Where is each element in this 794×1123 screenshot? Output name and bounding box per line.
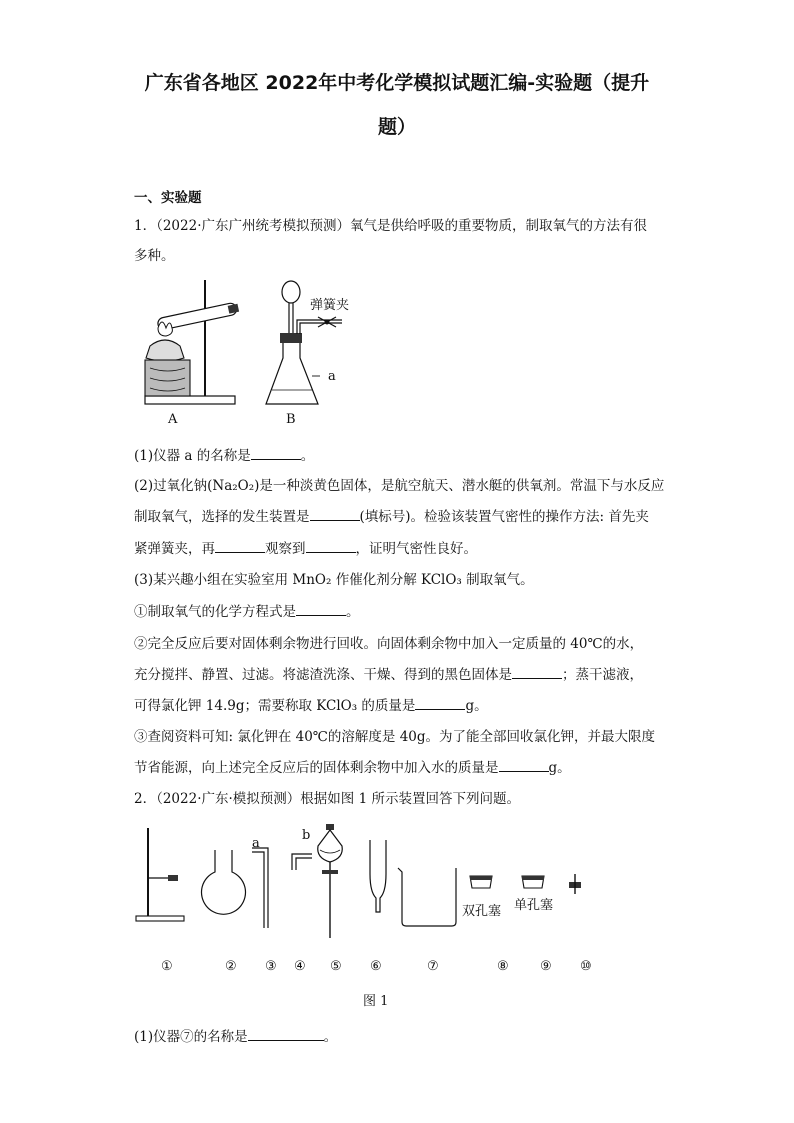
q2-number: ② — [225, 959, 237, 974]
q1-mark-a: a — [328, 369, 336, 384]
clamp-icon — [316, 313, 338, 331]
q2-double-stopper-label: 双孔塞 — [462, 904, 502, 919]
q2-single-stopper-label: 单孔塞 — [514, 898, 554, 913]
q1-spring-clip-label: 弹簧夹 — [310, 298, 350, 313]
q1-sub3-line1: ③查阅资料可知: 氯化钾在 40℃的溶解度是 40g。为了能全部回收氯化钾，并最大限度 — [134, 729, 656, 745]
q2-number: ⑦ — [427, 959, 439, 974]
q2-part1: (1)仪器⑦的名称是 。 — [134, 1029, 338, 1045]
q2-number: ⑨ — [540, 959, 552, 974]
q1-part2-line2: 制取氧气，选择的发生装置是 (填标号)。检验该装置气密性的操作方法: 首先夹 — [134, 509, 649, 525]
q2-stem: 2．（2022·广东·模拟预测）根据如图 1 所示装置回答下列问题。 — [134, 791, 520, 807]
q1-sub2-line3: 可得氯化钾 14.9g；需要称取 KClO₃ 的质量是 g。 — [134, 698, 488, 714]
q1-label-a: A — [168, 412, 178, 427]
q1-stem-line2: 多种。 — [134, 248, 175, 264]
q2-mark-a: a — [252, 836, 260, 851]
q1-part1: (1)仪器 a 的名称是 。 — [134, 448, 315, 464]
q1-sub3-line2: 节省能源，向上述完全反应后的固体剩余物中加入水的质量是 g。 — [134, 760, 571, 776]
doc-title-line2: 题） — [377, 116, 416, 138]
q1-figure-a — [140, 276, 250, 411]
q1-part3: (3)某兴趣小组在实验室用 MnO₂ 作催化剂分解 KClO₃ 制取氧气。 — [134, 572, 534, 588]
q1-sub1: ①制取氧气的化学方程式是 。 — [134, 604, 360, 620]
q1-part2-line3: 紧弹簧夹，再 观察到 ，证明气密性良好。 — [134, 541, 477, 557]
q2-number: ③ — [265, 959, 277, 974]
q2-number: ⑥ — [370, 959, 382, 974]
q2-figure-1 — [132, 820, 612, 945]
q1-sub2-line1: ②完全反应后要对固体剩余物进行回收。向固体剩余物中加入一定质量的 40℃的水， — [134, 636, 644, 652]
q2-number: ⑤ — [330, 959, 342, 974]
q2-number: ⑩ — [580, 959, 592, 974]
q1-part2-line1: (2)过氧化钠(Na₂O₂)是一种淡黄色固体，是航空航天、潜水艇的供氧剂。常温下与水反应 — [134, 478, 665, 494]
doc-title-line1: 广东省各地区 2022年中考化学模拟试题汇编-实验题（提升 — [144, 72, 650, 94]
q2-mark-b: b — [302, 828, 311, 843]
q1-label-b: B — [286, 412, 296, 427]
q2-number: ④ — [294, 959, 306, 974]
q2-figure-caption: 图 1 — [363, 994, 389, 1009]
q2-number: ⑧ — [497, 959, 509, 974]
q1-sub2-line2: 充分搅拌、静置、过滤。将滤渣洗涤、干燥、得到的黑色固体是 ；蒸干滤液， — [134, 667, 643, 683]
q2-number: ① — [161, 959, 173, 974]
section-heading: 一、实验题 — [134, 190, 202, 206]
q1-stem-line1: 1．（2022·广东广州统考模拟预测）氧气是供给呼吸的重要物质，制取氧气的方法有很 — [134, 218, 647, 234]
